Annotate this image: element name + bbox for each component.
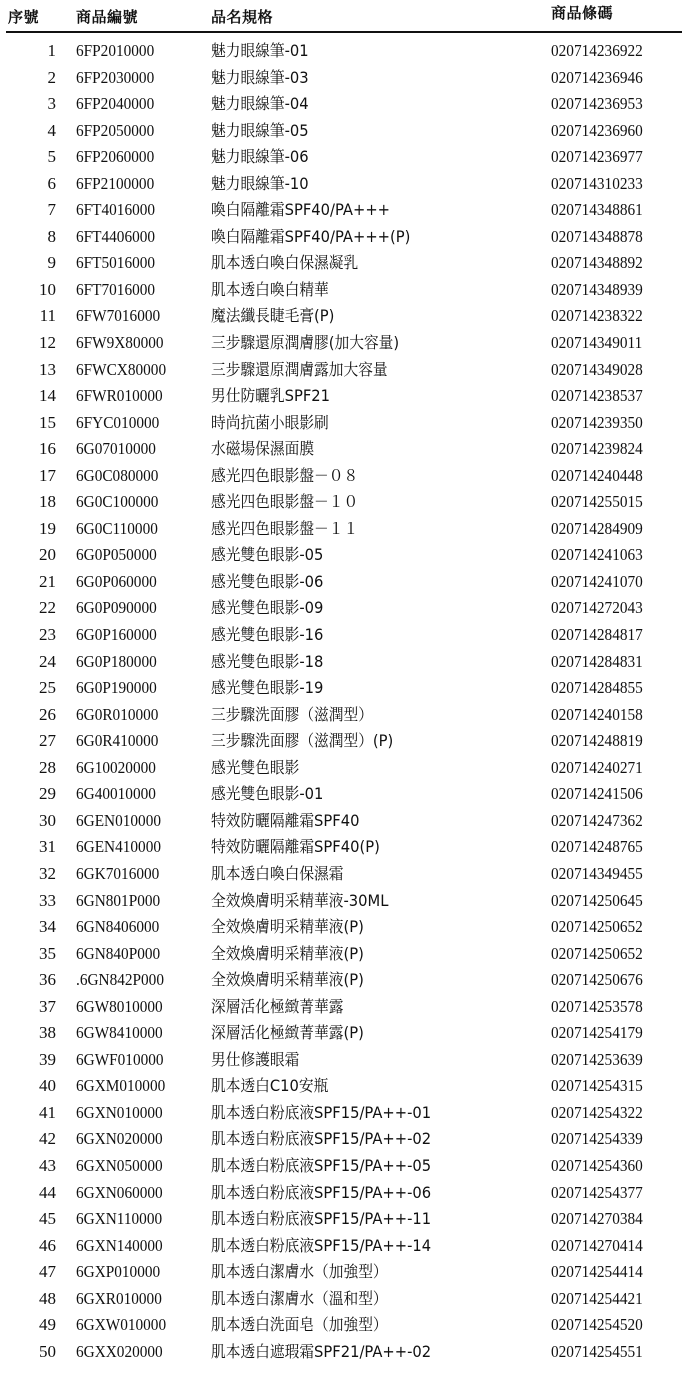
- row-product-name: 深層活化極緻菁華露(P): [211, 1023, 364, 1043]
- row-serial-no: 7: [47, 200, 56, 220]
- row-product-name: 肌本透白粉底液SPF15/PA++-05: [211, 1155, 432, 1175]
- row-product-code: .6GN842P000: [76, 970, 164, 990]
- row-barcode: 020714236922: [551, 41, 643, 60]
- row-product-name: 感光雙色眼影-06: [211, 571, 324, 591]
- row-product-name: 水磁場保濕面膜: [211, 439, 315, 459]
- row-product-name: 魅力眼線筆-04: [211, 94, 309, 114]
- table-row: [0, 516, 689, 543]
- row-product-code: 6GN8406000: [76, 917, 160, 937]
- row-barcode: 020714254322: [551, 1102, 643, 1122]
- table-row: [0, 224, 689, 251]
- table-row: [0, 595, 689, 622]
- row-barcode: 020714254421: [551, 1288, 643, 1308]
- row-serial-no: 37: [39, 996, 56, 1016]
- table-row: [0, 357, 689, 384]
- table-row: [0, 702, 689, 729]
- row-product-code: 6FWR010000: [76, 386, 163, 406]
- row-product-name: 肌本透白遮瑕霜SPF21/PA++-02: [211, 1341, 432, 1361]
- row-serial-no: 24: [39, 651, 56, 671]
- row-product-name: 魅力眼線筆-10: [211, 173, 309, 193]
- row-barcode: 020714254179: [551, 1023, 643, 1043]
- row-product-code: 6GXP010000: [76, 1262, 161, 1282]
- row-product-name: 喚白隔離霜SPF40/PA+++: [211, 200, 390, 220]
- row-product-name: 三步驟洗面膠（滋潤型）: [211, 704, 373, 724]
- table-row: [0, 250, 689, 277]
- table-row: [0, 489, 689, 516]
- table-row: [0, 781, 689, 808]
- table-row: [0, 65, 689, 92]
- row-product-code: 6GXN020000: [76, 1129, 163, 1149]
- table-row: [0, 1206, 689, 1233]
- row-product-name: 肌本透白粉底液SPF15/PA++-02: [211, 1129, 432, 1149]
- table-row: [0, 808, 689, 835]
- row-serial-no: 34: [39, 917, 56, 937]
- row-barcode: 020714236946: [551, 67, 643, 87]
- table-row: [0, 383, 689, 410]
- row-serial-no: 45: [39, 1209, 56, 1229]
- row-product-name: 全效煥膚明采精華液(P): [211, 943, 364, 963]
- row-product-code: 6G0P160000: [76, 625, 157, 645]
- row-barcode: 020714248765: [551, 837, 643, 857]
- table-row: [0, 967, 689, 994]
- table-row: [0, 622, 689, 649]
- row-product-name: 肌本透白喚白保濕霜: [211, 863, 344, 883]
- row-product-name: 喚白隔離霜SPF40/PA+++(P): [211, 226, 411, 246]
- row-serial-no: 26: [39, 704, 56, 724]
- row-product-name: 感光雙色眼影-01: [211, 784, 324, 804]
- row-serial-no: 11: [39, 306, 56, 326]
- row-product-name: 特效防曬隔離霜SPF40(P): [211, 837, 380, 857]
- row-serial-no: 33: [39, 890, 56, 910]
- row-barcode: 020714254315: [551, 1076, 643, 1096]
- row-product-code: 6GXN050000: [76, 1155, 163, 1175]
- row-product-code: 6FT4406000: [76, 226, 156, 246]
- row-product-code: 6G0C110000: [76, 518, 158, 538]
- row-product-code: 6FT5016000: [76, 253, 156, 273]
- row-serial-no: 10: [39, 279, 56, 299]
- table-row: [0, 914, 689, 941]
- row-serial-no: 30: [39, 810, 56, 830]
- row-serial-no: 40: [39, 1076, 56, 1096]
- row-product-code: 6GXX020000: [76, 1341, 163, 1361]
- row-barcode: 020714247362: [551, 810, 643, 830]
- row-product-code: 6G07010000: [76, 439, 156, 459]
- table-row: [0, 834, 689, 861]
- row-product-code: 6GXR010000: [76, 1288, 162, 1308]
- row-product-code: 6FP2010000: [76, 41, 155, 60]
- row-product-code: 6G0P060000: [76, 571, 157, 591]
- table-row: [0, 861, 689, 888]
- row-serial-no: 50: [39, 1341, 56, 1361]
- table-row: [0, 118, 689, 145]
- row-product-code: 6FWCX80000: [76, 359, 167, 379]
- row-serial-no: 5: [47, 147, 56, 167]
- row-serial-no: 15: [39, 412, 56, 432]
- header-product-code: 商品編號: [76, 8, 139, 26]
- row-barcode: 020714241063: [551, 545, 643, 565]
- table-row: [0, 542, 689, 569]
- row-product-code: 6GXW010000: [76, 1315, 167, 1335]
- row-serial-no: 19: [39, 518, 56, 538]
- row-barcode: 020714250652: [551, 943, 643, 963]
- row-product-name: 深層活化極緻菁華露: [211, 996, 344, 1016]
- row-serial-no: 44: [39, 1182, 56, 1202]
- row-barcode: 020714254339: [551, 1129, 643, 1149]
- row-product-name: 肌本透白粉底液SPF15/PA++-11: [211, 1209, 432, 1229]
- table-row: [0, 1073, 689, 1100]
- table-row: [0, 171, 689, 198]
- row-product-name: 肌本透白潔膚水（溫和型）: [211, 1288, 388, 1308]
- row-product-code: 6G0P050000: [76, 545, 157, 565]
- table-header: [0, 0, 689, 32]
- row-product-name: 肌本透白潔膚水（加強型）: [211, 1262, 388, 1282]
- row-product-code: 6G0C080000: [76, 465, 159, 485]
- row-product-name: 特效防曬隔離霜SPF40: [211, 810, 360, 830]
- row-barcode: 020714272043: [551, 598, 643, 618]
- row-product-name: 感光雙色眼影-19: [211, 678, 324, 698]
- row-barcode: 020714254414: [551, 1262, 643, 1282]
- row-product-code: 6G0R410000: [76, 731, 159, 751]
- row-product-code: 6GN840P000: [76, 943, 161, 963]
- row-barcode: 020714254551: [551, 1341, 643, 1361]
- row-product-name: 三步驟還原潤膚膠(加大容量): [211, 333, 400, 353]
- table-row: [0, 994, 689, 1021]
- row-product-code: 6GXN060000: [76, 1182, 163, 1202]
- table-row: [0, 1180, 689, 1207]
- row-product-code: 6FYC010000: [76, 412, 160, 432]
- row-serial-no: 31: [39, 837, 56, 857]
- row-product-code: 6GEN410000: [76, 837, 162, 857]
- row-product-code: 6G0R010000: [76, 704, 159, 724]
- row-serial-no: 18: [39, 492, 56, 512]
- row-product-code: 6FT7016000: [76, 279, 156, 299]
- table-row: [0, 38, 689, 65]
- row-serial-no: 43: [39, 1155, 56, 1175]
- row-barcode: 020714241506: [551, 784, 643, 804]
- table-row: [0, 1233, 689, 1260]
- row-product-code: 6GXN010000: [76, 1102, 163, 1122]
- row-barcode: 020714284817: [551, 625, 643, 645]
- table-row: [0, 303, 689, 330]
- row-barcode: 020714255015: [551, 492, 643, 512]
- table-row: [0, 1286, 689, 1313]
- row-product-code: 6GEN010000: [76, 810, 162, 830]
- row-product-code: 6G0P090000: [76, 598, 157, 618]
- row-barcode: 020714349011: [551, 333, 643, 353]
- row-barcode: 020714253639: [551, 1049, 643, 1069]
- table-row: [0, 91, 689, 118]
- row-product-code: 6FP2060000: [76, 147, 155, 167]
- table-row: [0, 728, 689, 755]
- row-product-code: 6GXN110000: [76, 1209, 163, 1229]
- row-product-name: 男仕防曬乳SPF21: [211, 386, 331, 406]
- row-barcode: 020714254360: [551, 1155, 643, 1175]
- row-serial-no: 42: [39, 1129, 56, 1149]
- row-serial-no: 39: [39, 1049, 56, 1069]
- table-row: [0, 649, 689, 676]
- table-row: [0, 1100, 689, 1127]
- row-serial-no: 6: [47, 173, 56, 193]
- row-product-code: 6FP2050000: [76, 120, 155, 140]
- row-barcode: 020714248819: [551, 731, 643, 751]
- row-product-name: 魅力眼線筆-06: [211, 147, 309, 167]
- row-product-name: 肌本透白C10安瓶: [211, 1076, 329, 1096]
- row-serial-no: 25: [39, 678, 56, 698]
- header-divider: [6, 31, 682, 33]
- table-row: [0, 675, 689, 702]
- row-product-code: 6FP2030000: [76, 67, 155, 87]
- row-barcode: 020714250645: [551, 890, 643, 910]
- row-barcode: 020714349455: [551, 863, 643, 883]
- table-row: [0, 1047, 689, 1074]
- row-product-code: 6FP2100000: [76, 173, 155, 193]
- row-product-code: 6FW7016000: [76, 306, 161, 326]
- row-product-name: 魅力眼線筆-01: [211, 41, 309, 60]
- row-product-code: 6GXN140000: [76, 1235, 163, 1255]
- row-serial-no: 20: [39, 545, 56, 565]
- table-row: [0, 1312, 689, 1339]
- row-serial-no: 48: [39, 1288, 56, 1308]
- row-product-name: 肌本透白洗面皂（加強型）: [211, 1315, 388, 1335]
- row-serial-no: 3: [47, 94, 56, 114]
- row-product-code: 6FP2040000: [76, 94, 155, 114]
- row-product-name: 感光雙色眼影: [211, 757, 300, 777]
- row-product-name: 魅力眼線筆-05: [211, 120, 309, 140]
- row-barcode: 020714284855: [551, 678, 643, 698]
- row-barcode: 020714284831: [551, 651, 643, 671]
- header-barcode: 商品條碼: [551, 4, 614, 22]
- row-serial-no: 23: [39, 625, 56, 645]
- row-barcode: 020714250652: [551, 917, 643, 937]
- row-barcode: 020714250676: [551, 970, 643, 990]
- row-barcode: 020714241070: [551, 571, 643, 591]
- table-row: [0, 463, 689, 490]
- row-barcode: 020714239350: [551, 412, 643, 432]
- row-product-code: 6GWF010000: [76, 1049, 164, 1069]
- row-serial-no: 41: [39, 1102, 56, 1122]
- table-row: [0, 330, 689, 357]
- table-row: [0, 1339, 689, 1366]
- row-serial-no: 47: [39, 1262, 56, 1282]
- row-product-code: 6GN801P000: [76, 890, 161, 910]
- row-barcode: 020714236977: [551, 147, 643, 167]
- table-row: [0, 888, 689, 915]
- row-serial-no: 1: [47, 41, 56, 60]
- row-product-name: 時尚抗菌小眼影刷: [211, 412, 329, 432]
- row-serial-no: 17: [39, 465, 56, 485]
- row-serial-no: 36: [39, 970, 56, 990]
- row-serial-no: 35: [39, 943, 56, 963]
- row-barcode: 020714310233: [551, 173, 643, 193]
- row-serial-no: 12: [39, 333, 56, 353]
- row-serial-no: 9: [47, 253, 56, 273]
- row-product-name: 全效煥膚明采精華液-30ML: [211, 890, 389, 910]
- row-product-name: 感光四色眼影盤－１０: [211, 492, 359, 512]
- table-row: [0, 277, 689, 304]
- row-product-name: 男仕修護眼霜: [211, 1049, 300, 1069]
- row-product-name: 肌本透白粉底液SPF15/PA++-01: [211, 1102, 432, 1122]
- row-serial-no: 27: [39, 731, 56, 751]
- row-product-name: 肌本透白喚白精華: [211, 279, 329, 299]
- row-product-code: 6GXM010000: [76, 1076, 166, 1096]
- row-product-code: 6GW8410000: [76, 1023, 163, 1043]
- row-serial-no: 16: [39, 439, 56, 459]
- row-serial-no: 29: [39, 784, 56, 804]
- row-barcode: 020714236960: [551, 120, 643, 140]
- row-product-name: 肌本透白粉底液SPF15/PA++-06: [211, 1182, 432, 1202]
- row-product-name: 肌本透白粉底液SPF15/PA++-14: [211, 1235, 432, 1255]
- row-product-name: 感光雙色眼影-18: [211, 651, 324, 671]
- row-barcode: 020714348861: [551, 200, 643, 220]
- row-product-name: 全效煥膚明采精華液(P): [211, 970, 364, 990]
- row-product-name: 感光雙色眼影-09: [211, 598, 324, 618]
- row-serial-no: 46: [39, 1235, 56, 1255]
- row-product-name: 三步驟洗面膠（滋潤型）(P): [211, 731, 394, 751]
- row-barcode: 020714348939: [551, 279, 643, 299]
- row-product-name: 感光雙色眼影-05: [211, 545, 324, 565]
- row-barcode: 020714236953: [551, 94, 643, 114]
- header-serial-no: 序號: [8, 8, 40, 26]
- row-serial-no: 28: [39, 757, 56, 777]
- row-barcode: 020714254377: [551, 1182, 643, 1202]
- header-product-name: 品名規格: [211, 8, 274, 26]
- row-product-code: 6G10020000: [76, 757, 156, 777]
- row-product-code: 6G0P180000: [76, 651, 157, 671]
- table-row: [0, 1259, 689, 1286]
- row-barcode: 020714253578: [551, 996, 643, 1016]
- table-row: [0, 410, 689, 437]
- row-barcode: 020714238537: [551, 386, 643, 406]
- row-product-name: 全效煥膚明采精華液(P): [211, 917, 364, 937]
- row-barcode: 020714239824: [551, 439, 643, 459]
- table-row: [0, 1153, 689, 1180]
- table-row: [0, 569, 689, 596]
- row-barcode: 020714348892: [551, 253, 643, 273]
- table-row: [0, 1020, 689, 1047]
- row-serial-no: 2: [47, 67, 56, 87]
- row-serial-no: 14: [39, 386, 56, 406]
- row-serial-no: 8: [47, 226, 56, 246]
- row-serial-no: 32: [39, 863, 56, 883]
- row-barcode: 020714254520: [551, 1315, 643, 1335]
- row-barcode: 020714270384: [551, 1209, 643, 1229]
- row-product-code: 6G0C100000: [76, 492, 159, 512]
- row-product-code: 6GK7016000: [76, 863, 160, 883]
- row-product-name: 魔法纖長睫毛膏(P): [211, 306, 335, 326]
- row-product-name: 魅力眼線筆-03: [211, 67, 309, 87]
- row-product-name: 感光四色眼影盤－１１: [211, 518, 359, 538]
- table-row: [0, 436, 689, 463]
- row-product-code: 6G0P190000: [76, 678, 157, 698]
- row-product-name: 感光四色眼影盤－０８: [211, 465, 359, 485]
- row-barcode: 020714240158: [551, 704, 643, 724]
- row-serial-no: 13: [39, 359, 56, 379]
- table-row: [0, 144, 689, 171]
- row-barcode: 020714270414: [551, 1235, 643, 1255]
- row-product-code: 6FW9X80000: [76, 333, 164, 353]
- table-row: [0, 755, 689, 782]
- table-row: [0, 941, 689, 968]
- row-serial-no: 21: [39, 571, 56, 591]
- row-barcode: 020714240448: [551, 465, 643, 485]
- table-row: [0, 197, 689, 224]
- row-barcode: 020714349028: [551, 359, 643, 379]
- row-product-name: 感光雙色眼影-16: [211, 625, 324, 645]
- row-serial-no: 4: [47, 120, 56, 140]
- row-serial-no: 22: [39, 598, 56, 618]
- row-barcode: 020714238322: [551, 306, 643, 326]
- row-barcode: 020714240271: [551, 757, 643, 777]
- row-product-code: 6GW8010000: [76, 996, 163, 1016]
- row-serial-no: 49: [39, 1315, 56, 1335]
- row-serial-no: 38: [39, 1023, 56, 1043]
- product-table-body: [0, 38, 689, 1365]
- row-barcode: 020714348878: [551, 226, 643, 246]
- row-product-code: 6G40010000: [76, 784, 156, 804]
- row-product-name: 三步驟還原潤膚露加大容量: [211, 359, 388, 379]
- row-product-code: 6FT4016000: [76, 200, 156, 220]
- row-product-name: 肌本透白喚白保濕凝乳: [211, 253, 359, 273]
- table-row: [0, 1126, 689, 1153]
- row-barcode: 020714284909: [551, 518, 643, 538]
